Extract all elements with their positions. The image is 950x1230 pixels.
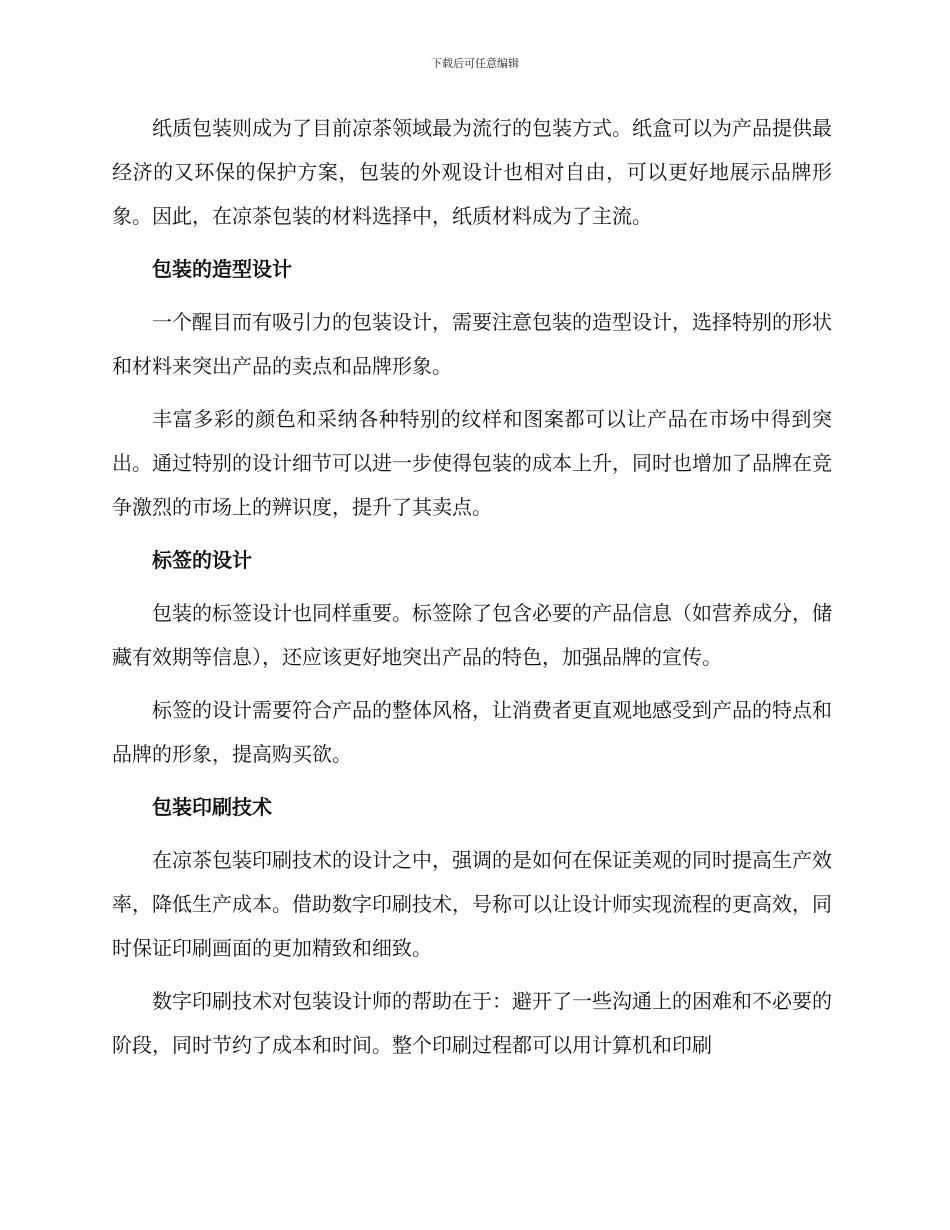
section-heading: 包装的造型设计 bbox=[152, 257, 292, 281]
paragraph: 在凉茶包装印刷技术的设计之中，强调的是如何在保证美观的同时提高生产效率，降低生产成本。借助数字印刷技术，号称可以让设计师实现流程的更高效，同时保证印刷画面的更加精致和细致。 bbox=[112, 848, 832, 960]
paragraph: 数字印刷技术对包装设计师的帮助在于：避开了一些沟通上的困难和不必要的阶段，同时节约了成本和时间。整个印刷过程都可以用计算机和印刷 bbox=[112, 989, 832, 1057]
paragraph: 丰富多彩的颜色和采纳各种特别的纹样和图案都可以让产品在市场中得到突出。通过特别的设计细节可以进一步使得包装的成本上升，同时也增加了品牌在竞争激烈的市场上的辨识度，提升了其卖点。 bbox=[112, 407, 832, 519]
section-heading: 标签的设计 bbox=[152, 548, 252, 572]
paragraph: 一个醒目而有吸引力的包装设计，需要注意包装的造型设计，选择特别的形状和材料来突出产品的卖点和品牌形象。 bbox=[112, 310, 832, 378]
paragraph: 包装的标签设计也同样重要。标签除了包含必要的产品信息（如营养成分，储藏有效期等信息），还应该更好地突出产品的特色，加强品牌的宣传。 bbox=[112, 601, 832, 669]
section-heading: 包装印刷技术 bbox=[152, 795, 272, 819]
document-body bbox=[112, 106, 832, 1076]
page-header-note: 下载后可任意编辑 bbox=[431, 57, 519, 70]
paragraph: 标签的设计需要符合产品的整体风格，让消费者更直观地感受到产品的特点和品牌的形象，提高购买欲。 bbox=[112, 698, 832, 766]
paragraph: 纸质包装则成为了目前凉茶领域最为流行的包装方式。纸盒可以为产品提供最经济的又环保的保护方案，包装的外观设计也相对自由，可以更好地展示品牌形象。因此，在凉茶包装的材料选择中，纸质材料成为了主流。 bbox=[112, 116, 832, 228]
